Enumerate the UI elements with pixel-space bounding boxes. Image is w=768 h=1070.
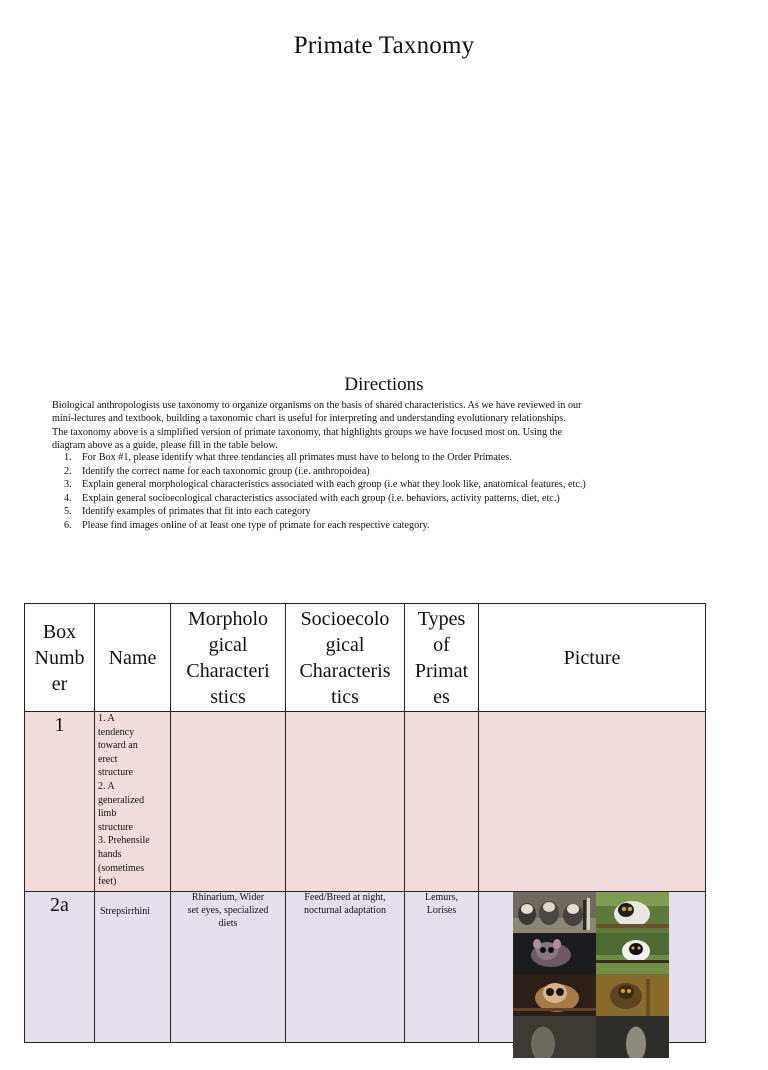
table-row (25, 892, 706, 1043)
lemur-photo-partial (513, 1016, 596, 1058)
ruffed-lemur-photo (596, 933, 669, 974)
direction-number: 3. (64, 479, 72, 491)
direction-item (64, 492, 714, 506)
direction-text: Explain general morphological characteristics associated with each group (i.e what they look like, anatomical features, etc.) (82, 479, 586, 491)
name-cell: Strepsirrhini (95, 892, 171, 1043)
morphology-cell: Rhinarium, Wider set eyes, specialized diets (171, 892, 286, 1043)
socioecology-cell (286, 712, 405, 892)
direction-number: 5. (64, 506, 72, 518)
table-header-row (25, 604, 706, 712)
picture-cell (479, 712, 706, 892)
picture-cell (479, 892, 706, 1043)
direction-text: Explain general socioecological characteristics associated with each group (i.e. behaviors, activity patterns, diet, etc.) (82, 492, 560, 504)
socioecology-cell: Feed/Breed at night, nocturnal adaptation (286, 892, 405, 1043)
direction-item (64, 478, 714, 492)
slow-loris-photo (513, 974, 596, 1016)
types-cell (405, 712, 479, 892)
header-box-number: Box Numb er (25, 604, 95, 712)
direction-item (64, 465, 714, 479)
direction-item (64, 519, 714, 533)
morphology-cell (171, 712, 286, 892)
direction-text: Please find images online of at least one type of primate for each respective category. (82, 519, 430, 531)
directions-intro (52, 399, 712, 453)
direction-item (64, 451, 714, 465)
taxonomy-table (24, 603, 706, 1043)
direction-text: Identify examples of primates that fit into each category (82, 506, 311, 518)
direction-text: For Box #1, please identify what three tendancies all primates must have to belong to the Order Primates. (82, 452, 512, 463)
directions-list (64, 451, 714, 533)
direction-text: Identify the correct name for each taxonomic group (i.e. anthropoidea) (82, 465, 370, 477)
box-number-cell: 1 (25, 712, 95, 892)
aye-aye-photo (596, 974, 669, 1016)
intro-line: The taxonomy above is a simplified version of primate taxonomy, that highlights groups we have focused most on. Using the (52, 426, 563, 438)
types-cell: Lemurs, Lorises (405, 892, 479, 1043)
direction-item (64, 505, 714, 519)
header-socioecological: Socioecolo gical Characteris tics (286, 604, 405, 712)
sifaka-photo (596, 892, 669, 933)
name-cell: 1. A tendency toward an erect structure 2. A generalized limb structure 3. Prehensile hands (sometimes feet) (95, 712, 171, 892)
header-morphological: Morpholo gical Characteri stics (171, 604, 286, 712)
direction-number: 1. (64, 452, 72, 463)
ring-tailed-lemurs-photo (513, 892, 596, 933)
table-row (25, 712, 706, 892)
page-title: Primate Taxnomy (293, 32, 475, 59)
primate-photo-collage (513, 892, 669, 1070)
direction-number: 2. (64, 465, 72, 477)
direction-number: 6. (64, 519, 72, 531)
intro-line: diagram above as a guide, please fill in the table below. (52, 440, 278, 452)
header-name: Name (95, 604, 171, 712)
intro-line: mini-lectures and textbook, building a taxonomic chart is useful for interpreting and understanding evolutionary relationships. (52, 413, 566, 425)
box-number-cell: 2a (25, 892, 95, 1043)
header-types: Types of Primat es (405, 604, 479, 712)
lemur-photo-partial (596, 1016, 669, 1058)
directions-heading: Directions (344, 374, 424, 395)
intro-line: Biological anthropologists use taxonomy to organize organisms on the basis of shared characteristics. As we have reviewed in our (52, 400, 582, 411)
direction-number: 4. (64, 492, 72, 504)
header-picture: Picture (479, 604, 706, 712)
mouse-lemur-photo (513, 933, 596, 974)
